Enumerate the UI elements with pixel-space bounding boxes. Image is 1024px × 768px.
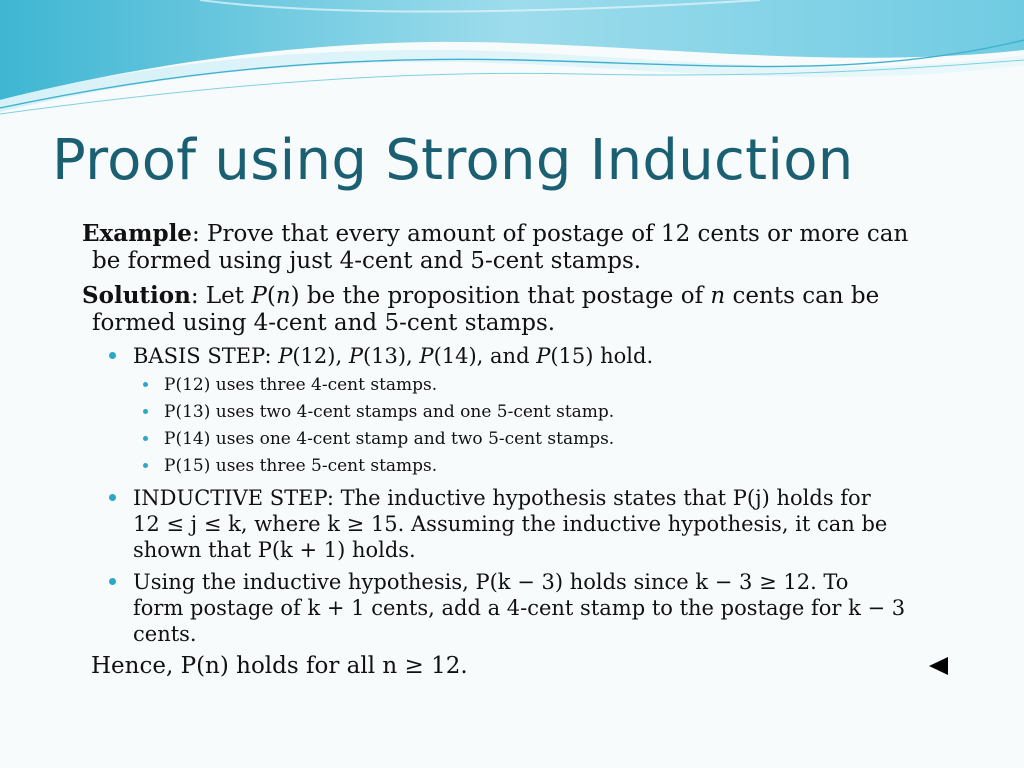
basis-item: P(15) uses three 5-cent stamps. (164, 455, 964, 477)
solution-label: Solution (82, 282, 191, 309)
inductive-step-bullet (133, 485, 973, 563)
solution-paragraph: Solution: Let P(n) be the proposition that postage of n cents can be formed using 4-cent and 5-cent stamps. (82, 282, 880, 336)
solution-line2: formed using 4-cent and 5-cent stamps. (92, 310, 556, 336)
using-hypothesis-bullet (133, 569, 973, 647)
slide-title: Proof using Strong Induction (52, 128, 854, 193)
inductive-line2: 12 ≤ j ≤ k, where k ≥ 15. Assuming the inductive hypothesis, it can be (133, 512, 888, 536)
end-of-proof-triangle-icon (926, 654, 950, 678)
conclusion-text: Hence, P(n) holds for all n ≥ 12. (91, 653, 468, 679)
inductive-line1: INDUCTIVE STEP: The inductive hypothesis states that P(j) holds for (133, 486, 871, 510)
basis-item: P(12) uses three 4-cent stamps. (164, 374, 964, 396)
inductive-line3: shown that P(k + 1) holds. (133, 538, 416, 562)
example-text-line1: : Prove that every amount of postage of 12 cents or more can (191, 221, 909, 247)
basis-item: P(13) uses two 4-cent stamps and one 5-cent stamp. (164, 401, 964, 423)
using-line1: Using the inductive hypothesis, P(k − 3) holds since k − 3 ≥ 12. To (133, 570, 849, 594)
basis-item: P(14) uses one 4-cent stamp and two 5-cent stamps. (164, 428, 964, 450)
using-line3: cents. (133, 622, 197, 646)
example-paragraph (82, 220, 982, 275)
solution-pre: : Let (190, 283, 252, 309)
using-line2: form postage of k + 1 cents, add a 4-cent stamp to the postage for k − 3 (133, 596, 906, 620)
solution-mid: be the proposition that postage of (299, 283, 711, 309)
example-text-line2: be formed using just 4-cent and 5-cent stamps. (92, 248, 642, 274)
basis-step-label: BASIS STEP: (133, 344, 279, 368)
basis-step-bullet: BASIS STEP: P(12), P(13), P(14), and P(15) hold. (133, 343, 973, 369)
solution-post: cents can be (725, 283, 880, 309)
example-label: Example (82, 220, 192, 247)
